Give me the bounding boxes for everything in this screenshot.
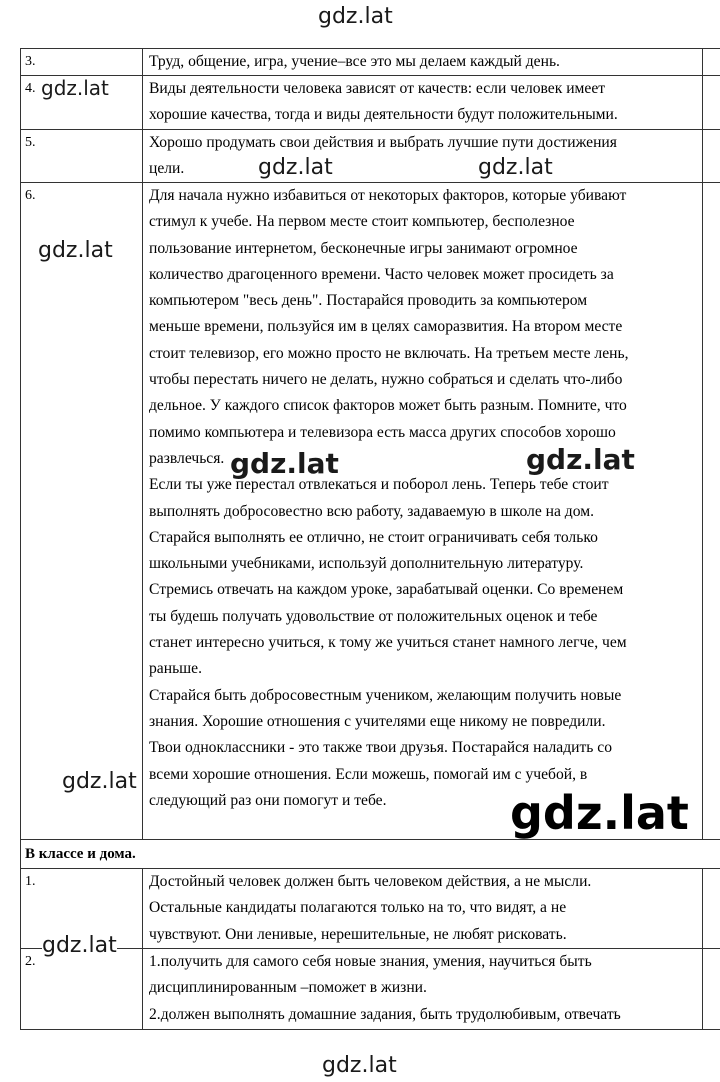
row-text — [143, 49, 703, 75]
text-line: меньше времени, пользуйся им в целях саморазвития. На втором месте — [149, 318, 623, 336]
text-line: компьютером "весь день". Постарайся проводить за компьютером — [149, 292, 588, 310]
text-line: Виды деятельности человека зависят от качеств: если человек имеет — [149, 80, 606, 97]
watermark: gdz.lat — [62, 769, 137, 794]
table-row — [21, 183, 720, 840]
text-line: количество драгоценного времени. Часто человек может просидеть за — [149, 265, 614, 283]
text-line: Для начала нужно избавиться от некоторых факторов, которые убивают — [149, 187, 627, 204]
text-line: Стремись отвечать на каждом уроке, зарабатывай оценки. Со временем — [149, 581, 624, 599]
text-line: Достойный человек должен быть человеком действия, а не мысли. — [149, 873, 592, 890]
text-line: Труд, общение, игра, учение–все это мы делаем каждый день. — [149, 53, 560, 70]
watermark: gdz.lat — [510, 786, 689, 840]
section-row — [21, 840, 720, 869]
row-text — [143, 949, 703, 1029]
text-line: 1.получить для самого себя новые знания, умения, научиться быть — [149, 953, 592, 970]
row-text — [143, 76, 703, 129]
text-line: ты будешь получать удовольствие от положительных оценок и тебе — [149, 607, 598, 625]
text-line: следующий раз они помогут и тебе. — [149, 791, 387, 809]
row-number: 4. — [21, 76, 143, 129]
text-line: стимул к учебе. На первом месте стоит компьютер, бесполезное — [149, 213, 575, 231]
text-line: школьными учебниками, используй дополнительную литературу. — [149, 555, 584, 573]
answer-table — [20, 48, 720, 1030]
text-line: выполнять добросовестно всю работу, задаваемую в школе на дом. — [149, 502, 595, 520]
watermark: gdz.lat — [322, 1053, 397, 1078]
text-line: дисциплинированным –поможет в жизни. — [149, 979, 427, 997]
text-line: цели. — [149, 160, 185, 178]
text-line: пользование интернетом, бесконечные игры занимают огромное — [149, 239, 578, 257]
text-line: всеми хорошие отношения. Если можешь, помогай им с учебой, в — [149, 765, 588, 783]
watermark: gdz.lat — [38, 238, 113, 263]
row-number: 2. — [21, 949, 143, 1029]
table-row — [21, 76, 720, 130]
text-line: хорошие качества, тогда и виды деятельности будут положительными. — [149, 106, 618, 124]
row-text — [143, 183, 703, 839]
text-line: Твои одноклассники - это также твои друзья. Постарайся наладить со — [149, 739, 613, 757]
text-line: чувствуют. Они ленивые, нерешительные, не любят рисковать. — [149, 925, 567, 943]
text-line: Остальные кандидаты полагаются только на то, что видят, а не — [149, 899, 567, 917]
row-number: 1. — [21, 869, 143, 948]
watermark: gdz.lat — [478, 155, 553, 180]
text-line: дельное. У каждого список факторов может быть разным. Помните, что — [149, 397, 627, 415]
text-line: Хорошо продумать свои действия и выбрать лучшие пути достижения — [149, 134, 617, 151]
section-heading: В классе и дома. — [25, 846, 136, 862]
table-row — [21, 869, 720, 949]
text-line: развлечься. — [149, 449, 225, 467]
text-line: раньше. — [149, 660, 203, 678]
watermark: gdz.lat — [318, 4, 393, 29]
text-line: помимо компьютера и телевизора есть масса других способов хорошо — [149, 423, 616, 441]
watermark: gdz.lat — [258, 155, 333, 180]
text-line: станет интересно учиться, к тому же учиться станет намного легче, чем — [149, 634, 627, 652]
table-row — [21, 49, 720, 76]
text-line: Старайся быть добросовестным учеником, желающим получить новые — [149, 686, 622, 704]
row-text — [143, 130, 703, 182]
row-text — [143, 869, 703, 948]
watermark: gdz.lat — [42, 933, 117, 958]
row-number: 6. — [21, 183, 143, 839]
row-number: 5. — [21, 130, 143, 182]
text-line: 2.должен выполнять домашние задания, быть трудолюбивым, отвечать — [149, 1005, 621, 1023]
text-line: знания. Хорошие отношения с учителями еще никому не повредили. — [149, 712, 606, 730]
text-line: чтобы перестать ничего не делать, нужно собраться и сделать что-либо — [149, 371, 623, 389]
text-line: Если ты уже перестал отвлекаться и поборол лень. Теперь тебе стоит — [149, 476, 609, 494]
watermark: gdz.lat — [230, 447, 339, 480]
text-line: стоит телевизор, его можно просто не включать. На третьем месте лень, — [149, 344, 629, 362]
table-row — [21, 949, 720, 1030]
table-row — [21, 130, 720, 183]
row-number: 3. — [21, 49, 143, 75]
text-line: Старайся выполнять ее отлично, не стоит ограничивать себя только — [149, 528, 598, 546]
watermark: gdz.lat — [41, 76, 109, 100]
watermark: gdz.lat — [526, 443, 635, 476]
